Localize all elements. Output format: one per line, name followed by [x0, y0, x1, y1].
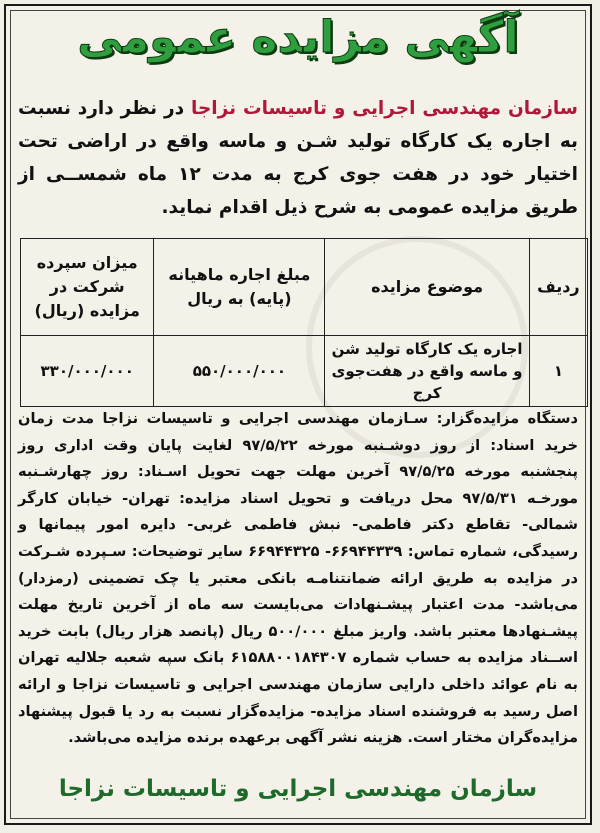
header-deposit: میزان سپرده شرکت در مزایده (ریال): [21, 239, 154, 336]
header-subject: موضوع مزایده: [325, 239, 529, 336]
intro-paragraph: [18, 92, 578, 224]
organization-name: سازمان مهندسی اجرایی و تاسیسات نزاجا: [191, 98, 578, 119]
footer-organization: سازمان مهندسی اجرایی و تاسیسات نزاجا: [58, 776, 538, 802]
cell-subject: اجاره یک کارگاه تولید شن و ماسه واقع در هفت‌جوی کرج: [325, 336, 529, 407]
header-base-price: مبلغ اجاره ماهیانه (پایه) به ریال: [154, 239, 325, 336]
table-row: [21, 336, 588, 407]
cell-base-price: ۵۵۰/۰۰۰/۰۰۰: [154, 336, 325, 407]
auction-items-table: [20, 238, 588, 407]
details-paragraph: دستگاه مزایده‌گزار: سـازمان مهندسی اجرایی و تاسیسات نزاجا مدت زمان خرید اسناد: از روز دوشـنبه مورخه ۹۷/۵/۲۲ لغایت پایان وقت اداری روز پنجشنبه مورخه ۹۷/۵/۲۵ آخرین مهلت جهت تحویل اسـناد: روز چهارشـنبه مورخـه ۹۷/۵/۳۱ محل دریافت و تحویل اسناد مزایده: تهران- خیابان کارگر شمالی- تقاطع دکتر فاطمی- نبش فاطمی غربی- دایره امور پیمانها و رسیدگی، شماره تماس: ۶۶۹۴۴۳۳۹- ۶۶۹۴۴۳۲۵ سایر توضیحات: سـپرده شـرکت در مزایده به طریق ارائه ضمانتنامـه بانکی معتبر یا چک تضمینی (رمزدار) می‌باشد- مدت اعتبار پیشـنهادات می‌بایست سه ماه از آخرین تاریخ مهلت پیشـنهادها معتبر باشد. واریز مبلغ ۵۰۰/۰۰۰ ریال (پانصد هزار ریال) بابت خرید اســناد مزایده به حساب شماره ۶۱۵۸۸۰۰۱۸۴۳۰۷ بانک سپه شعبه جلالیه تهران به نام عوائد داخلی دارایی سازمان مهندسی اجرایی و تاسیسات نزاجا و ارائه اصل رسید به فروشنده اسناد مزایده- مزایده‌گزار نسبت به رد یا قبول پیشنهاد مزایده‌گران مختار است. هزینه نشر آگهی برعهده برنده مزایده می‌باشد.: [18, 410, 579, 747]
auction-notice: [4, 4, 592, 825]
notice-title: آگهی مزایده عمومی: [77, 12, 519, 63]
intro-text: در نظر دارد نسبت به اجاره یک کارگاه تولید شـن و ماسه واقع در اراضی تحت اختیار خود در هفت جوی کرج به مدت ۱۲ ماه شمســی از طریق مزایده عمومی به شرح ذیل اقدام نماید.: [18, 98, 578, 218]
table-header-row: [21, 239, 588, 336]
cell-row-number: ۱: [529, 336, 587, 407]
header-row-number: ردیف: [529, 239, 587, 336]
cell-deposit: ۳۳۰/۰۰۰/۰۰۰: [21, 336, 154, 407]
